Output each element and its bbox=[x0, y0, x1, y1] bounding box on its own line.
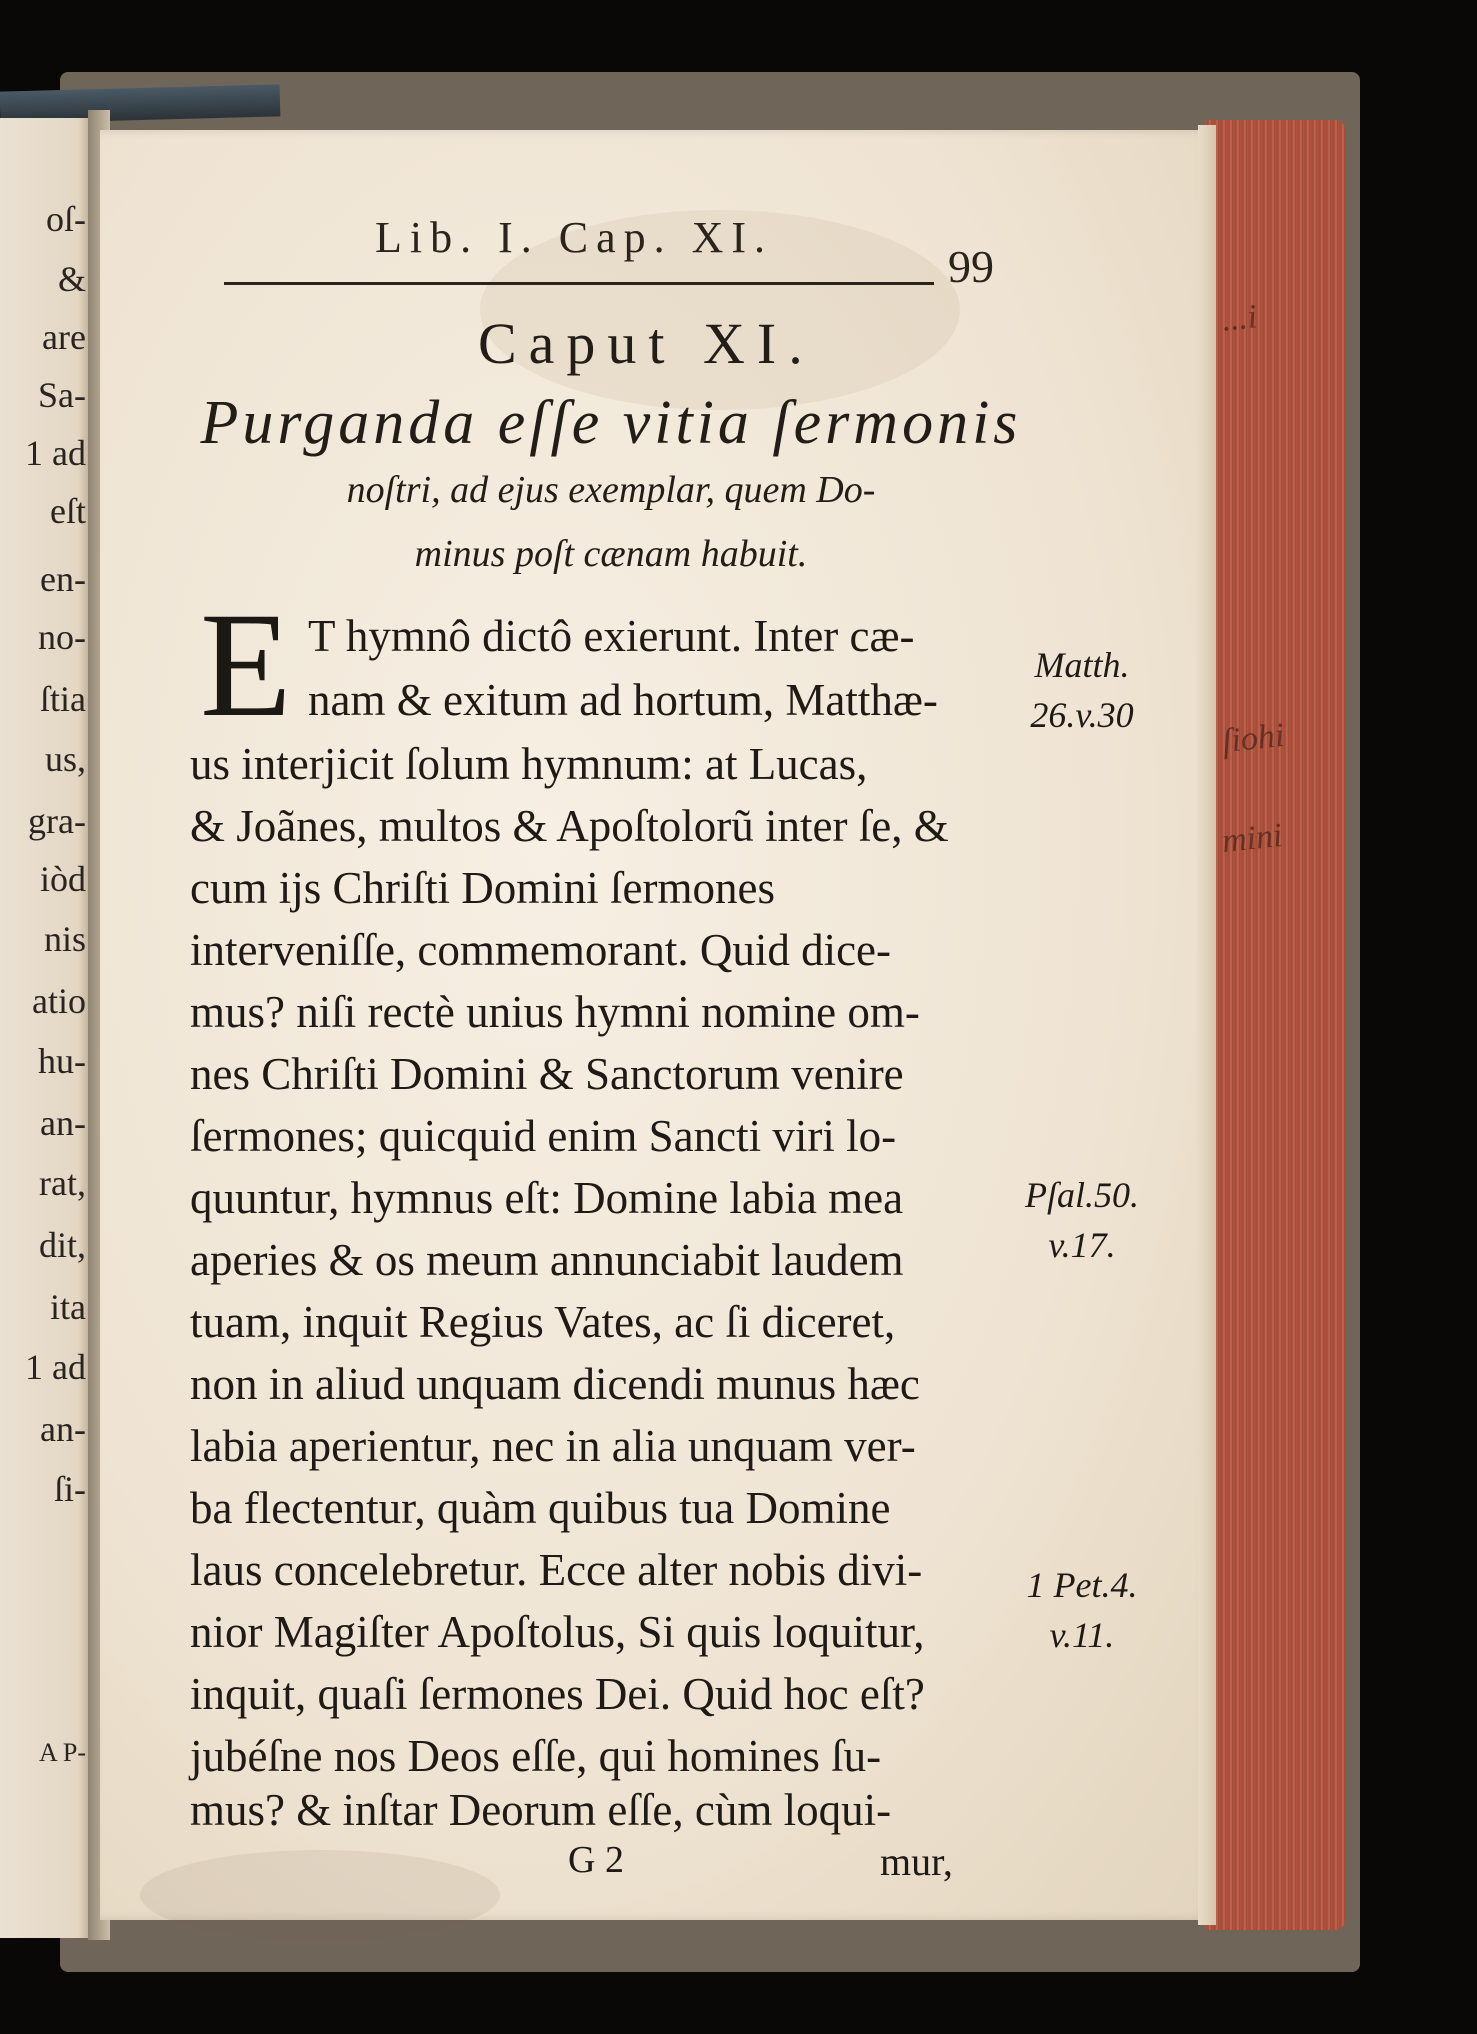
body-line: labia aperientur, nec in alia unquam ver- bbox=[190, 1421, 916, 1471]
left-fragment: an- bbox=[40, 1103, 86, 1143]
header-rule bbox=[224, 282, 934, 285]
body-line: nam & exitum ad hortum, Matthæ- bbox=[308, 675, 938, 725]
body-line: cum ijs Chriſti Domini ſermones bbox=[190, 863, 775, 913]
margin-ref-line: Pſal.50. bbox=[1025, 1175, 1139, 1215]
left-fragment: are bbox=[42, 317, 86, 357]
body-line: quuntur, hymnus eſt: Domine labia mea bbox=[190, 1173, 904, 1223]
body-line: jubéſne nos Deos eſſe, qui homines ſu- bbox=[190, 1731, 882, 1781]
fore-edge-mark: mini bbox=[1220, 816, 1285, 861]
body-line: mus? niſi rectè unius hymni nomine om- bbox=[190, 987, 920, 1037]
left-fragment: Sa- bbox=[38, 375, 86, 415]
page-edge-inner bbox=[1198, 125, 1216, 1925]
body-line: tuam, inquit Regius Vates, ac ſi diceret, bbox=[190, 1297, 896, 1347]
body-line: laus concelebretur. Ecce alter nobis divi- bbox=[190, 1545, 923, 1595]
left-fragment: an- bbox=[40, 1409, 86, 1449]
left-fragment: iòd bbox=[39, 859, 86, 899]
left-fragment: hu- bbox=[38, 1041, 86, 1081]
body-line: nes Chriſti Domini & Sanctorum venire bbox=[190, 1049, 904, 1099]
margin-ref-line: Matth. bbox=[1034, 645, 1130, 685]
chapter-title-line: Purganda eſſe vitia ſermonis bbox=[200, 389, 1022, 457]
body-line: aperies & os meum annunciabit laudem bbox=[190, 1235, 904, 1285]
left-fragment: us, bbox=[44, 739, 86, 779]
chapter-title-line: noſtri, ad ejus exemplar, quem Do- bbox=[346, 469, 876, 511]
body-line: ſermones; quicquid enim Sancti viri lo- bbox=[190, 1111, 897, 1161]
fore-edge-mark: ...i bbox=[1220, 298, 1259, 339]
margin-ref-line: v.17. bbox=[1048, 1225, 1116, 1265]
left-fragment: nis bbox=[43, 919, 86, 959]
left-fragment: eſt bbox=[50, 491, 86, 531]
left-fragment: rat, bbox=[39, 1163, 86, 1203]
left-fragment: en- bbox=[40, 559, 86, 599]
chapter-heading: Caput XI. bbox=[478, 311, 815, 376]
left-fragment: A P- bbox=[39, 1738, 86, 1767]
red-fore-edge bbox=[1205, 120, 1345, 1930]
left-fragment: atio bbox=[32, 981, 86, 1021]
paper-stain bbox=[140, 1850, 500, 1940]
page-number: 99 bbox=[948, 241, 994, 292]
left-fragment: ita bbox=[50, 1287, 86, 1327]
body-line: non in aliud unquam dicendi munus hæc bbox=[190, 1359, 920, 1409]
body-line: ba flectentur, quàm quibus tua Domine bbox=[190, 1483, 891, 1533]
margin-ref-line: v.11. bbox=[1049, 1615, 1115, 1655]
margin-ref-line: 1 Pet.4. bbox=[1026, 1565, 1138, 1605]
left-fragment: dit, bbox=[38, 1225, 86, 1265]
catchword: mur, bbox=[880, 1839, 953, 1884]
left-fragment: oſ- bbox=[46, 199, 86, 239]
body-line: nior Magiſter Apoſtolus, Si quis loquitur, bbox=[190, 1607, 925, 1657]
left-fragment: 1 ad bbox=[25, 433, 86, 473]
left-fragment: ſi- bbox=[54, 1469, 86, 1509]
fore-edge-mark: ſiohi bbox=[1220, 716, 1287, 761]
body-line: interveniſſe, commemorant. Quid dice- bbox=[190, 925, 892, 975]
margin-ref-line: 26.v.30 bbox=[1030, 695, 1134, 735]
left-fragment: gra- bbox=[28, 801, 86, 841]
body-line: & Joãnes, multos & Apoſtolorũ inter ſe, & bbox=[190, 801, 949, 851]
signature-mark: G 2 bbox=[568, 1839, 624, 1881]
running-title: Lib. I. Cap. XI. bbox=[375, 213, 774, 262]
left-page bbox=[0, 118, 92, 1938]
left-fragment: ſtia bbox=[40, 679, 86, 719]
margin-reference bbox=[1002, 1560, 1162, 1660]
margin-reference bbox=[1002, 640, 1162, 740]
body-line: inquit, quaſi ſermones Dei. Quid hoc eſt? bbox=[190, 1669, 925, 1719]
body-line: mus? & inſtar Deorum eſſe, cùm loqui- bbox=[190, 1785, 892, 1835]
left-fragment: 1 ad bbox=[25, 1347, 86, 1387]
body-line: us interjicit ſolum hymnum: at Lucas, bbox=[190, 739, 868, 789]
left-fragment: no- bbox=[38, 617, 86, 657]
left-fragment: & bbox=[57, 259, 86, 299]
chapter-title-line: minus poſt cænam habuit. bbox=[414, 533, 808, 575]
margin-reference bbox=[1002, 1170, 1162, 1270]
drop-cap: E bbox=[200, 582, 292, 748]
body-line: T hymnô dictô exierunt. Inter cæ- bbox=[308, 611, 915, 661]
